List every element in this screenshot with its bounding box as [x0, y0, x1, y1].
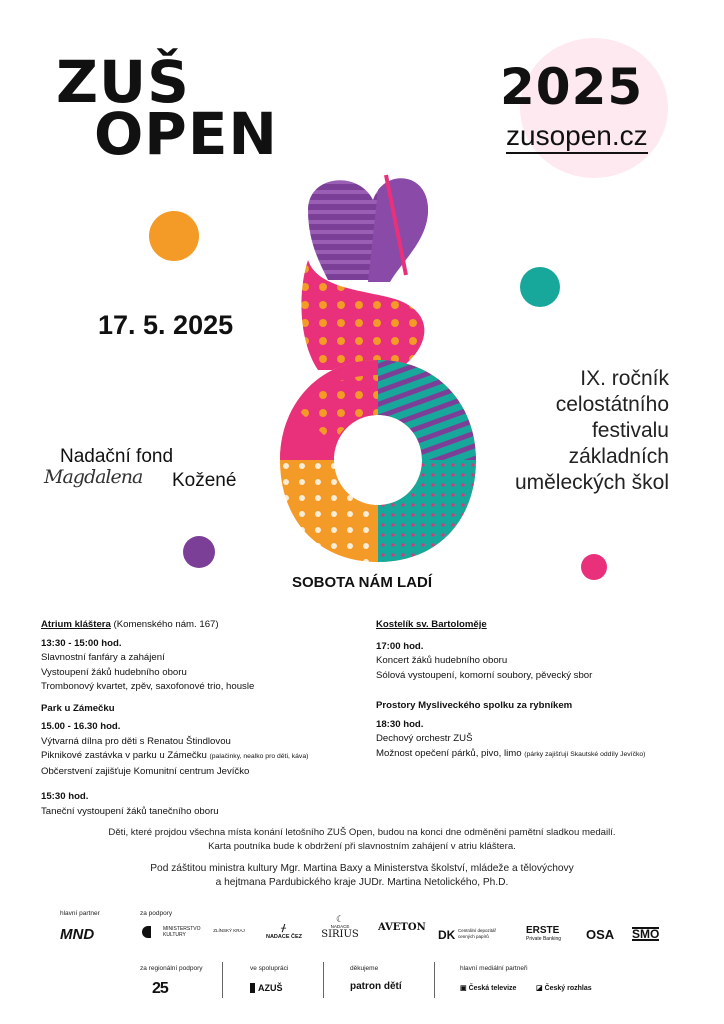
- program-item: Vystoupení žáků hudebního oboru: [41, 666, 187, 678]
- main-partner-label: hlavní partner: [60, 910, 100, 917]
- event-date: 17. 5. 2025: [98, 310, 234, 340]
- website-link[interactable]: zusopen.cz: [506, 120, 648, 154]
- divider: [222, 962, 223, 998]
- media-label: hlavní mediální partneři: [460, 965, 528, 972]
- program-item: Sólová vystoupení, komorní soubory, pěvecký sbor: [376, 669, 593, 681]
- program-item-note: (palačinky, nealko pro děti, káva): [209, 753, 309, 760]
- venue-address: (Komenského nám. 167): [110, 619, 219, 630]
- program-item-text: Možnost opečení párků, pivo, limo: [376, 747, 525, 759]
- program-left: [41, 618, 371, 819]
- erste-logo: [526, 926, 561, 942]
- logo-line-2: OPEN: [94, 100, 278, 168]
- support-label: za podpory: [140, 910, 173, 917]
- cro-logo: [536, 984, 592, 992]
- venue-heading: [41, 618, 371, 633]
- tagline-line: uměleckých škol: [514, 471, 669, 494]
- patronage-line: a hejtmana Pardubického kraje JUDr. Martina Netolického, Ph.D.: [215, 877, 509, 888]
- festival-tagline: [515, 366, 669, 496]
- radio-icon: ◪: [536, 985, 545, 992]
- venue-name: Atrium kláštera: [41, 619, 111, 630]
- patronage-line: Pod záštitou ministra kultury Mgr. Martina Baxy a Ministerstva školství, mládeže a tělovýchovy: [150, 863, 574, 874]
- year: 2025: [500, 58, 644, 116]
- tagline-line: festivalu: [591, 419, 669, 442]
- note-line: Karta poutníka bude k obdržení při slavnostním zahájení v atriu kláštera.: [208, 841, 516, 852]
- moon-icon: ☾: [335, 914, 345, 924]
- patron-logo: patron dětí: [350, 981, 402, 992]
- regional-label: za regionální podpory: [140, 965, 203, 972]
- program-item: Občerstvení zajišťuje Komunitní centrum Jevíčko: [41, 765, 250, 777]
- erste-sub: Private Banking: [526, 936, 562, 942]
- festival-8-graphic: [278, 170, 478, 570]
- tv-icon: ▣: [460, 985, 469, 992]
- tagline-line: základních: [568, 445, 669, 468]
- time-slot: 18:30 hod.: [376, 718, 424, 730]
- ct-logo: [460, 984, 516, 992]
- cro-name: Český rozhlas: [544, 985, 592, 992]
- divider: [434, 962, 435, 998]
- cez-name: NADACE ČEZ: [265, 934, 303, 940]
- venue-name: Kostelík sv. Bartoloměje: [376, 619, 487, 630]
- program-item: Dechový orchestr ZUŠ: [376, 733, 473, 744]
- logo-line-1: ZUŠ: [56, 48, 190, 116]
- program-item: Trombonový kvartet, zpěv, saxofonové trio, housle: [41, 681, 255, 692]
- smo-logo: SMO: [632, 927, 660, 941]
- time-slot: 15:30 hod.: [41, 791, 89, 802]
- regional-logo: 25: [152, 980, 168, 997]
- motto: SOBOTA NÁM LADÍ: [292, 574, 432, 591]
- program-item: Taneční vystoupení žáků tanečního oboru: [41, 805, 219, 817]
- program-item: Slavnostní fanfáry a zahájení: [41, 652, 165, 663]
- program-item-note: (párky zajišťují Skautské oddíly Jevíčko): [524, 750, 646, 758]
- sirius-top: NADACE: [330, 924, 350, 929]
- venue-name: Park u Zámečku: [41, 702, 115, 714]
- coop-label: ve spolupráci: [250, 965, 289, 972]
- patronage-note: [0, 862, 724, 890]
- divider: [323, 962, 324, 998]
- time-slot: 13:30 - 15:00 hod.: [41, 637, 122, 649]
- program-item: [376, 747, 696, 763]
- dk-icon: DK: [438, 928, 456, 942]
- mnd-logo: MND: [60, 926, 95, 943]
- thanks-label: děkujeme: [350, 965, 379, 972]
- fund-name: Nadační fond: [60, 446, 174, 467]
- program-item-text: Piknikové zastávka v parku u Zámečku: [41, 750, 210, 761]
- time-slot: 15.00 - 16.30 hod.: [41, 721, 121, 732]
- aveton-logo: AVETON: [378, 922, 426, 933]
- sirius-logo: [318, 914, 362, 940]
- medal-note: [0, 826, 724, 854]
- time-slot: 17:00 hod.: [376, 640, 424, 652]
- erste-name: ERSTE: [526, 925, 560, 936]
- ministry-logo: MINISTERSTVO KULTURY: [142, 926, 219, 938]
- purple-dot: [183, 536, 215, 568]
- venue-heading: [376, 618, 696, 633]
- fund-signature: Magdalena: [44, 466, 143, 488]
- fund-surname: Kožené: [172, 470, 237, 491]
- dk-logo: Centrální depozitář cenných papírů: [458, 928, 497, 939]
- azus-logo: AZUŠ: [250, 983, 283, 993]
- teal-dot: [520, 267, 560, 307]
- program-item: Výtvarná dílna pro děti s Renatou Štindlovou: [41, 735, 231, 747]
- program-item: Koncert žáků hudebního oboru: [376, 655, 508, 666]
- venue-name: Prostory Mysliveckého spolku za rybníkem: [376, 700, 573, 711]
- ct-name: Česká televize: [468, 985, 517, 992]
- note-line: Děti, které projdou všechna místa konání letošního ZUŠ Open, budou na konci dne odměněni pamětní sladkou medailí.: [108, 827, 616, 838]
- osa-logo: OSA: [586, 927, 615, 942]
- sirius-name: SIRIUS: [321, 929, 359, 940]
- kraj-logo: ZLÍNSKÝ KRAJ: [213, 928, 245, 933]
- program-item: [41, 749, 371, 765]
- tagline-line: celostátního: [555, 393, 669, 416]
- program-right: [376, 618, 696, 762]
- orange-dot: [149, 211, 199, 261]
- tagline-line: IX. ročník: [580, 367, 669, 390]
- cez-logo: [262, 924, 306, 940]
- cez-icon: ᚋ: [281, 923, 287, 934]
